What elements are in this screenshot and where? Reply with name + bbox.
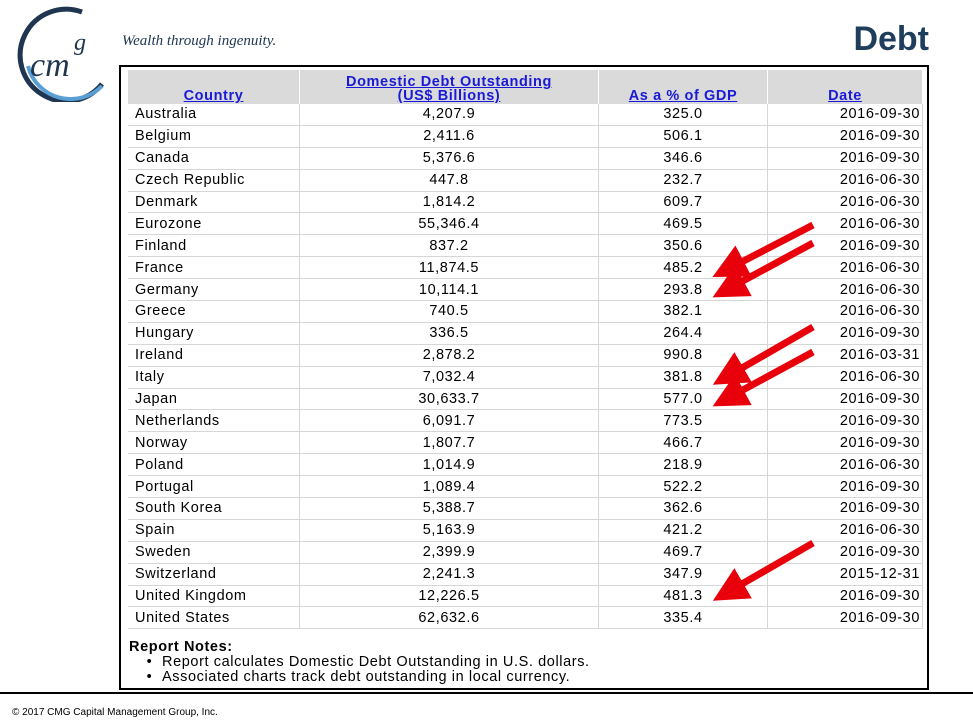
date-cell: 2016-06-30 — [768, 366, 923, 388]
debt-outstanding-cell: 2,241.3 — [300, 563, 599, 585]
debt-outstanding-cell: 11,874.5 — [300, 257, 599, 279]
column-header-gdp[interactable]: As a % of GDP — [599, 70, 768, 104]
country-cell: Norway — [128, 432, 300, 454]
column-header-date[interactable]: Date — [768, 70, 923, 104]
gdp-percent-cell: 335.4 — [599, 607, 768, 629]
country-cell: Poland — [128, 454, 300, 476]
country-cell: Finland — [128, 235, 300, 257]
table-row — [128, 301, 923, 323]
country-cell: South Korea — [128, 498, 300, 520]
gdp-percent-cell: 577.0 — [599, 388, 768, 410]
date-cell: 2016-06-30 — [768, 191, 923, 213]
date-cell: 2016-06-30 — [768, 279, 923, 301]
country-cell: France — [128, 257, 300, 279]
date-cell: 2016-09-30 — [768, 147, 923, 169]
date-cell: 2016-09-30 — [768, 125, 923, 147]
gdp-percent-cell: 990.8 — [599, 344, 768, 366]
svg-text:g: g — [74, 30, 86, 56]
tagline: Wealth through ingenuity. — [122, 33, 277, 49]
date-cell: 2016-09-30 — [768, 235, 923, 257]
date-cell: 2016-06-30 — [768, 213, 923, 235]
table-row — [128, 366, 923, 388]
country-cell: Japan — [128, 388, 300, 410]
date-cell: 2015-12-31 — [768, 563, 923, 585]
table-row — [128, 147, 923, 169]
country-cell: Denmark — [128, 191, 300, 213]
table-row — [128, 344, 923, 366]
report-notes-list — [129, 655, 590, 685]
country-cell: Ireland — [128, 344, 300, 366]
table-row — [128, 563, 923, 585]
debt-outstanding-cell: 740.5 — [300, 301, 599, 323]
debt-outstanding-cell: 336.5 — [300, 322, 599, 344]
table-row — [128, 541, 923, 563]
table-row — [128, 607, 923, 629]
gdp-percent-cell: 469.7 — [599, 541, 768, 563]
date-cell: 2016-09-30 — [768, 322, 923, 344]
gdp-percent-cell: 232.7 — [599, 169, 768, 191]
svg-text:cm: cm — [30, 47, 70, 84]
gdp-percent-cell: 325.0 — [599, 104, 768, 125]
gdp-percent-cell: 347.9 — [599, 563, 768, 585]
report-notes-title: Report Notes: — [129, 639, 233, 655]
gdp-percent-cell: 346.6 — [599, 147, 768, 169]
date-cell: 2016-09-30 — [768, 585, 923, 607]
table-row — [128, 257, 923, 279]
copyright-text: © 2017 CMG Capital Management Group, Inc. — [12, 707, 218, 718]
cmg-logo-mark — [10, 6, 114, 102]
debt-outstanding-cell: 55,346.4 — [300, 213, 599, 235]
country-cell: Czech Republic — [128, 169, 300, 191]
gdp-percent-cell: 350.6 — [599, 235, 768, 257]
gdp-percent-cell: 506.1 — [599, 125, 768, 147]
date-cell: 2016-09-30 — [768, 476, 923, 498]
date-cell: 2016-09-30 — [768, 104, 923, 125]
report-notes — [129, 640, 590, 685]
footer-divider — [0, 692, 973, 694]
debt-table — [128, 70, 923, 629]
gdp-percent-cell: 293.8 — [599, 279, 768, 301]
gdp-percent-cell: 773.5 — [599, 410, 768, 432]
date-cell: 2016-06-30 — [768, 454, 923, 476]
debt-outstanding-cell: 1,089.4 — [300, 476, 599, 498]
debt-outstanding-cell: 5,388.7 — [300, 498, 599, 520]
debt-outstanding-cell: 1,014.9 — [300, 454, 599, 476]
country-cell: Spain — [128, 519, 300, 541]
country-cell: Germany — [128, 279, 300, 301]
gdp-percent-cell: 381.8 — [599, 366, 768, 388]
table-row — [128, 279, 923, 301]
debt-outstanding-cell: 12,226.5 — [300, 585, 599, 607]
country-cell: Canada — [128, 147, 300, 169]
country-cell: Sweden — [128, 541, 300, 563]
table-header-row — [128, 70, 923, 104]
table-row — [128, 476, 923, 498]
gdp-percent-cell: 522.2 — [599, 476, 768, 498]
date-cell: 2016-09-30 — [768, 432, 923, 454]
table-row — [128, 322, 923, 344]
report-note-item: • Associated charts track debt outstanding in local currency. — [162, 670, 590, 685]
debt-outstanding-cell: 447.8 — [300, 169, 599, 191]
table-row — [128, 498, 923, 520]
debt-outstanding-cell: 6,091.7 — [300, 410, 599, 432]
date-cell: 2016-06-30 — [768, 169, 923, 191]
country-cell: Portugal — [128, 476, 300, 498]
country-cell: United Kingdom — [128, 585, 300, 607]
date-cell: 2016-09-30 — [768, 410, 923, 432]
table-row — [128, 191, 923, 213]
report-note-item: • Report calculates Domestic Debt Outstanding in U.S. dollars. — [162, 655, 590, 670]
country-cell: Italy — [128, 366, 300, 388]
column-header-debt[interactable]: Domestic Debt Outstanding (US$ Billions) — [300, 70, 599, 104]
table-body — [128, 104, 923, 629]
table-row — [128, 432, 923, 454]
gdp-percent-cell: 609.7 — [599, 191, 768, 213]
gdp-percent-cell: 218.9 — [599, 454, 768, 476]
country-cell: Belgium — [128, 125, 300, 147]
table-row — [128, 410, 923, 432]
debt-outstanding-cell: 7,032.4 — [300, 366, 599, 388]
country-cell: Switzerland — [128, 563, 300, 585]
page-title: Debt — [853, 20, 929, 58]
date-cell: 2016-09-30 — [768, 541, 923, 563]
debt-outstanding-cell: 4,207.9 — [300, 104, 599, 125]
table-row — [128, 125, 923, 147]
debt-outstanding-cell: 5,376.6 — [300, 147, 599, 169]
date-cell: 2016-09-30 — [768, 498, 923, 520]
gdp-percent-cell: 362.6 — [599, 498, 768, 520]
date-cell: 2016-06-30 — [768, 257, 923, 279]
gdp-percent-cell: 466.7 — [599, 432, 768, 454]
table-row — [128, 454, 923, 476]
table-row — [128, 519, 923, 541]
date-cell: 2016-06-30 — [768, 519, 923, 541]
table-row — [128, 585, 923, 607]
debt-report-frame — [119, 65, 929, 690]
debt-outstanding-cell: 62,632.6 — [300, 607, 599, 629]
cmg-logo — [10, 6, 114, 102]
date-cell: 2016-09-30 — [768, 388, 923, 410]
table-row — [128, 169, 923, 191]
country-cell: Hungary — [128, 322, 300, 344]
debt-outstanding-cell: 1,807.7 — [300, 432, 599, 454]
debt-outstanding-cell: 2,411.6 — [300, 125, 599, 147]
gdp-percent-cell: 485.2 — [599, 257, 768, 279]
date-cell: 2016-09-30 — [768, 607, 923, 629]
gdp-percent-cell: 481.3 — [599, 585, 768, 607]
debt-outstanding-cell: 2,399.9 — [300, 541, 599, 563]
column-header-country[interactable]: Country — [128, 70, 300, 104]
gdp-percent-cell: 469.5 — [599, 213, 768, 235]
country-cell: Netherlands — [128, 410, 300, 432]
date-cell: 2016-03-31 — [768, 344, 923, 366]
gdp-percent-cell: 264.4 — [599, 322, 768, 344]
table-row — [128, 104, 923, 125]
debt-outstanding-cell: 1,814.2 — [300, 191, 599, 213]
debt-outstanding-cell: 30,633.7 — [300, 388, 599, 410]
country-cell: United States — [128, 607, 300, 629]
table-row — [128, 235, 923, 257]
table-row — [128, 388, 923, 410]
debt-outstanding-cell: 10,114.1 — [300, 279, 599, 301]
debt-outstanding-cell: 2,878.2 — [300, 344, 599, 366]
gdp-percent-cell: 382.1 — [599, 301, 768, 323]
debt-outstanding-cell: 5,163.9 — [300, 519, 599, 541]
gdp-percent-cell: 421.2 — [599, 519, 768, 541]
debt-outstanding-cell: 837.2 — [300, 235, 599, 257]
table-row — [128, 213, 923, 235]
country-cell: Greece — [128, 301, 300, 323]
date-cell: 2016-06-30 — [768, 301, 923, 323]
country-cell: Australia — [128, 104, 300, 125]
country-cell: Eurozone — [128, 213, 300, 235]
